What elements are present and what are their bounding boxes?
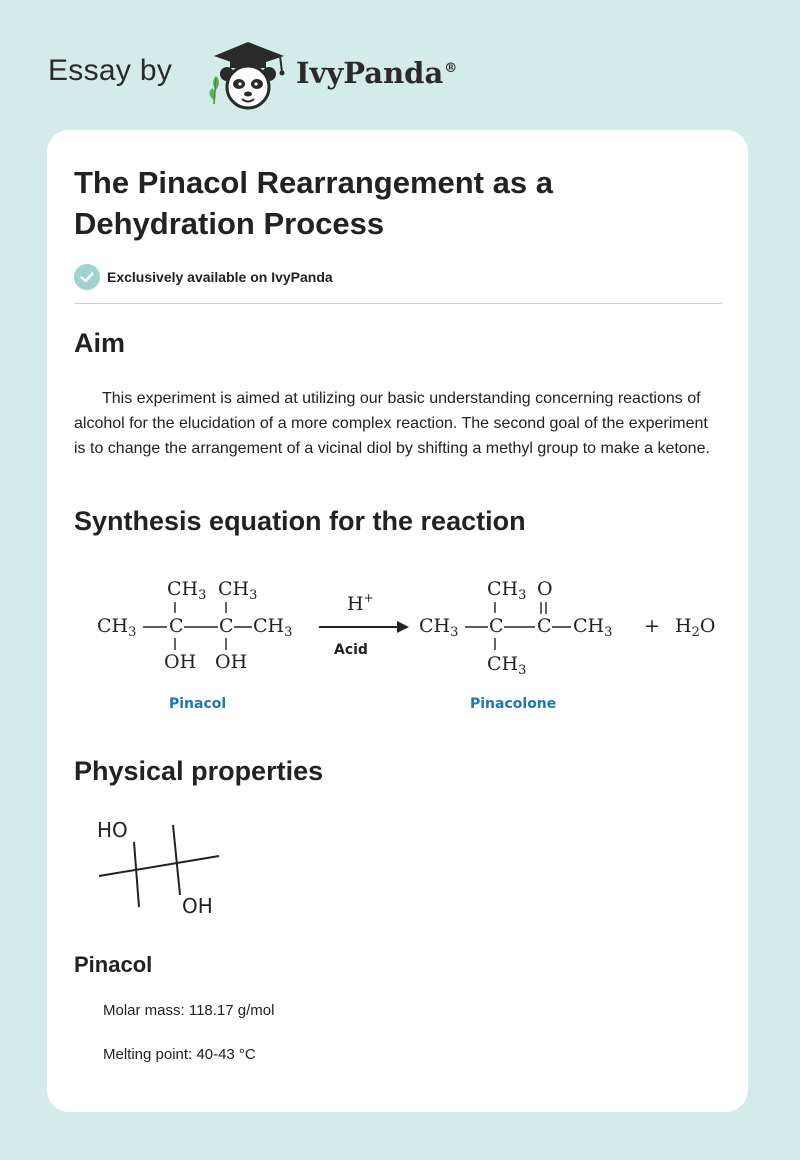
svg-text:CH3: $CH_3$ [487,578,527,603]
pinacol-subheading: Pinacol [74,952,153,977]
pinacol-structure [97,578,292,673]
panda-logo-icon[interactable] [200,38,296,110]
reaction-equation-diagram [97,570,737,720]
plus-sign: + [644,615,660,637]
svg-text:CH3: $CH_3$ [97,615,137,640]
check-icon [74,264,100,290]
svg-text:CH3: $CH_3$ [487,653,527,678]
svg-text:C: C [489,615,504,637]
registered-mark: ® [444,61,458,77]
svg-text:OH: OH [215,651,248,673]
synthesis-heading: Synthesis equation for the reaction [74,506,526,536]
svg-text:OH: OH [182,894,213,918]
pinacolone-structure [419,578,612,678]
water-formula: $H_2O$ [675,615,716,640]
article-card [47,130,748,1112]
article-title: The Pinacol Rearrangement as a Dehydration Process [74,165,553,241]
svg-text:HO: HO [97,818,128,842]
svg-text:O: O [537,578,553,600]
svg-text:CH3: $CH_3$ [253,615,293,640]
svg-text:C: C [169,615,184,637]
reaction-arrow [319,591,409,658]
title-divider [74,303,722,304]
physical-properties-heading: Physical properties [74,756,324,786]
pinacolone-label: Pinacolone [470,696,557,712]
svg-text:CH3: $CH_3$ [419,615,459,640]
svg-text:H+: H+ [347,591,374,615]
aim-heading: Aim [74,328,126,358]
aim-paragraph: This experiment is aimed at utilizing our basic understanding concerning reactions of alcohol for the elucidation of a more complex reaction. The second goal of the experiment is to change the arrangement of a vicinal diol by shifting a methyl group to make a ketone. [74,390,710,457]
acid-label: Acid [334,642,368,658]
svg-text:CH3: $CH_3$ [167,578,207,603]
pinacol-skeletal-structure [94,815,234,920]
molar-mass-text: Molar mass: 118.17 g/mol [103,1002,275,1019]
brand-name[interactable]: IvyPanda® [296,56,458,90]
pinacol-label: Pinacol [169,696,227,712]
exclusive-badge-text: Exclusively available on IvyPanda [107,269,333,285]
melting-point-text: Melting point: 40-43 °C [103,1046,256,1063]
brand-prefix: Essay by [48,54,173,87]
svg-text:CH3: $CH_3$ [218,578,258,603]
svg-text:CH3: $CH_3$ [573,615,613,640]
svg-text:C: C [537,615,552,637]
brand-header [48,38,508,110]
svg-text:C: C [219,615,234,637]
svg-text:OH: OH [164,651,197,673]
